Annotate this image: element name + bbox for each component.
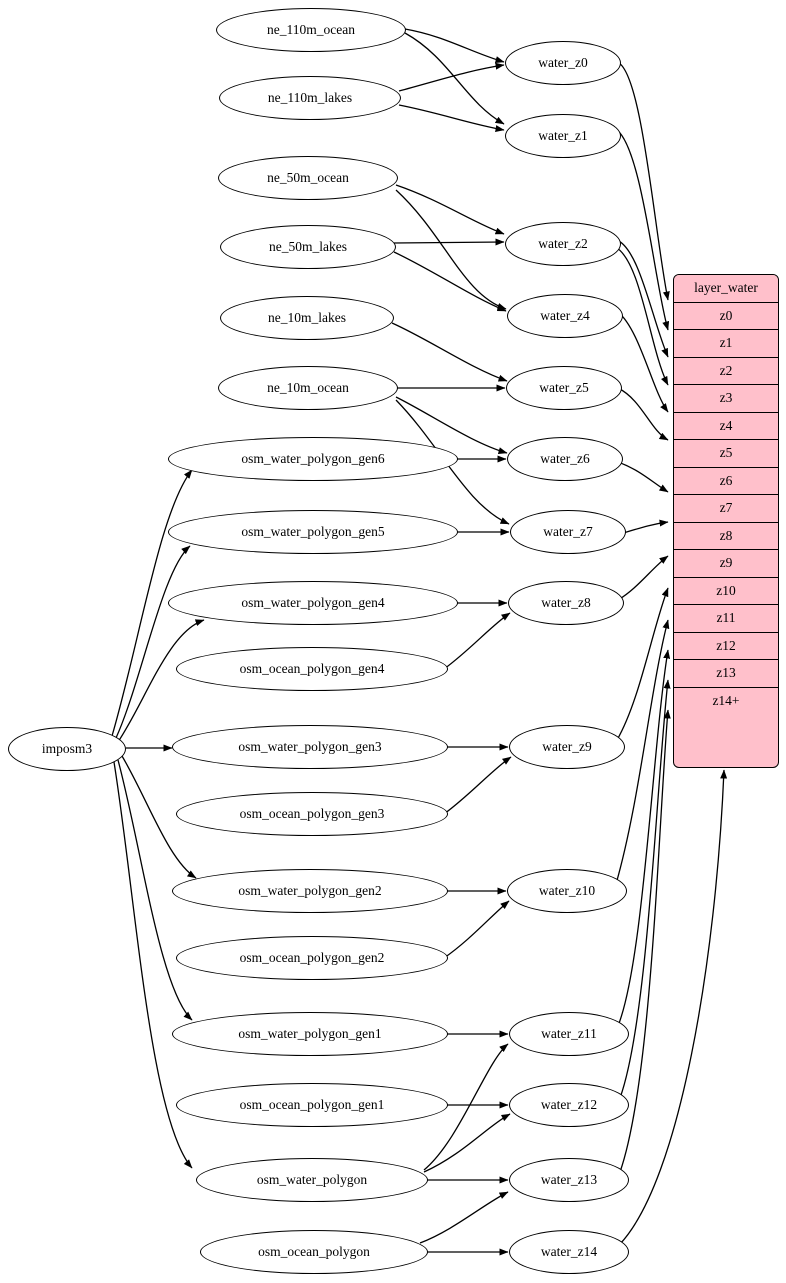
- node-label: ne_50m_lakes: [269, 239, 347, 254]
- node-ne-50m-ocean[interactable]: [218, 156, 398, 200]
- node-label: osm_water_polygon_gen6: [241, 451, 385, 466]
- layer-water-row-z11[interactable]: z11: [674, 605, 778, 633]
- node-label: water_z14: [540, 1244, 598, 1259]
- node-label: osm_ocean_polygon_gen2: [239, 950, 385, 965]
- node-water-z13[interactable]: [509, 1158, 629, 1202]
- node-water-z9[interactable]: [509, 725, 625, 769]
- layer-water-row-z1[interactable]: z1: [674, 330, 778, 358]
- node-label: ne_10m_ocean: [267, 380, 349, 395]
- node-water-z0[interactable]: [505, 41, 621, 85]
- node-water-z14[interactable]: [509, 1230, 629, 1274]
- layer-water-row-z9[interactable]: z9: [674, 550, 778, 578]
- node-water-z2[interactable]: [505, 222, 621, 266]
- layer-water-table[interactable]: [673, 274, 779, 768]
- layer-water-row-z3[interactable]: z3: [674, 385, 778, 413]
- node-osm-water-polygon-gen2[interactable]: [172, 869, 448, 913]
- node-osm-water-polygon[interactable]: [196, 1158, 428, 1202]
- node-label: osm_water_polygon_gen2: [238, 883, 382, 898]
- layer-water-row-z8[interactable]: z8: [674, 523, 778, 551]
- node-label: water_z6: [540, 451, 590, 466]
- layer-water-row-z5[interactable]: z5: [674, 440, 778, 468]
- layer-water-row-z7[interactable]: z7: [674, 495, 778, 523]
- node-label: osm_water_polygon_gen4: [241, 595, 385, 610]
- layer-water-row-z4[interactable]: z4: [674, 413, 778, 441]
- node-label: imposm3: [41, 741, 93, 756]
- layer-water-row-z10[interactable]: z10: [674, 578, 778, 606]
- node-label: ne_110m_lakes: [267, 90, 353, 105]
- node-label: osm_water_polygon_gen1: [238, 1026, 382, 1041]
- layer-water-row-z6[interactable]: z6: [674, 468, 778, 496]
- node-label: water_z8: [541, 595, 591, 610]
- node-label: water_z0: [538, 55, 588, 70]
- node-ne-50m-lakes[interactable]: [220, 225, 396, 269]
- node-water-z7[interactable]: [510, 510, 626, 554]
- node-water-z8[interactable]: [508, 581, 624, 625]
- node-label: water_z13: [540, 1172, 598, 1187]
- node-ne-10m-lakes[interactable]: [220, 296, 394, 340]
- node-imposm3[interactable]: [8, 727, 126, 771]
- node-label: water_z12: [540, 1097, 598, 1112]
- node-water-z12[interactable]: [509, 1083, 629, 1127]
- node-label: ne_10m_lakes: [268, 310, 346, 325]
- layer-water-row-z13[interactable]: z13: [674, 660, 778, 688]
- node-water-z11[interactable]: [509, 1012, 629, 1056]
- node-label: water_z1: [538, 128, 588, 143]
- node-osm-ocean-polygon-gen3[interactable]: [176, 792, 448, 836]
- node-label: water_z10: [538, 883, 596, 898]
- layer-water-row-z12[interactable]: z12: [674, 633, 778, 661]
- node-label: osm_ocean_polygon: [258, 1244, 370, 1259]
- node-label: osm_water_polygon: [256, 1172, 368, 1187]
- node-label: osm_water_polygon_gen5: [241, 524, 385, 539]
- node-label: water_z7: [543, 524, 593, 539]
- node-ne-10m-ocean[interactable]: [218, 366, 398, 410]
- node-osm-water-polygon-gen4[interactable]: [168, 581, 458, 625]
- node-label: water_z2: [538, 236, 588, 251]
- node-osm-water-polygon-gen6[interactable]: [168, 437, 458, 481]
- node-osm-water-polygon-gen1[interactable]: [172, 1012, 448, 1056]
- node-osm-ocean-polygon[interactable]: [200, 1230, 428, 1274]
- node-label: osm_ocean_polygon_gen3: [239, 806, 385, 821]
- layer-water-row-z14plus[interactable]: z14+: [674, 688, 778, 716]
- node-label: osm_ocean_polygon_gen1: [239, 1097, 385, 1112]
- node-label: water_z9: [542, 739, 592, 754]
- node-osm-ocean-polygon-gen2[interactable]: [176, 936, 448, 980]
- node-osm-water-polygon-gen3[interactable]: [172, 725, 448, 769]
- node-label: water_z4: [540, 308, 590, 323]
- node-label: osm_water_polygon_gen3: [238, 739, 382, 754]
- node-osm-ocean-polygon-gen1[interactable]: [176, 1083, 448, 1127]
- node-label: water_z5: [539, 380, 589, 395]
- node-water-z10[interactable]: [507, 869, 627, 913]
- node-label: osm_ocean_polygon_gen4: [239, 661, 385, 676]
- node-water-z1[interactable]: [505, 114, 621, 158]
- layer-water-row-z0[interactable]: z0: [674, 303, 778, 331]
- node-osm-ocean-polygon-gen4[interactable]: [176, 647, 448, 691]
- node-ne-110m-lakes[interactable]: [219, 76, 401, 120]
- node-label: ne_50m_ocean: [267, 170, 349, 185]
- node-water-z5[interactable]: [506, 366, 622, 410]
- node-osm-water-polygon-gen5[interactable]: [168, 510, 458, 554]
- node-water-z4[interactable]: [507, 294, 623, 338]
- node-label: water_z11: [541, 1026, 597, 1041]
- layer-water-row-z2[interactable]: z2: [674, 358, 778, 386]
- node-ne-110m-ocean[interactable]: [216, 8, 406, 52]
- layer-water-header: layer_water: [674, 275, 778, 303]
- node-water-z6[interactable]: [507, 437, 623, 481]
- node-label: ne_110m_ocean: [267, 22, 355, 37]
